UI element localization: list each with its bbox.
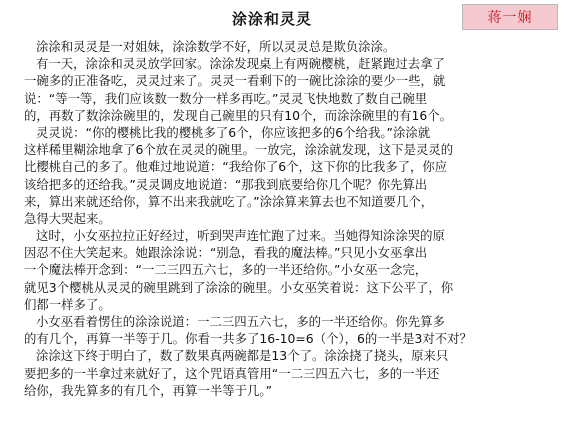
- story-line: 比樱桃自己的多了。他难过地说道：“我给你了6个，这下你的比我多了，你应: [24, 159, 448, 175]
- story-line: 就见3个樱桃从灵灵的碗里跳到了涂涂的碗里。小女巫笑着说：这下公平了，你: [24, 279, 454, 295]
- story-line: 这时，小女巫拉拉正好经过，听到哭声连忙跑了过来。当她得知涂涂哭的原: [36, 228, 445, 244]
- author-name: 蒋一娴: [487, 10, 533, 26]
- document-title: 涂涂和灵灵: [232, 10, 313, 28]
- document-header: [0, 0, 572, 34]
- story-line: 的，再数了数涂涂碗里的，发现自己碗里的只有10个，而涂涂碗里的有16个。: [24, 107, 453, 123]
- story-line: 说：“等一等，我们应该数一数分一样多再吃。”灵灵飞快地数了数自己碗里: [24, 90, 428, 106]
- story-line: 该给把多的还给我。”灵灵调皮地说道：“那我到底要给你几个呢？你先算出: [24, 176, 428, 192]
- story-line: 涂涂这下终于明白了，数了数果真两碗都是13个了。涂涂挠了挠头，原来只: [36, 348, 449, 364]
- story-line: 的有几个，再算一半等于几。你看一共多了16-10=6（个），6的一半是3对不对？: [24, 331, 472, 347]
- story-line: 急得大哭起来。: [24, 210, 111, 226]
- story-line: 一碗多的正准备吃，灵灵过来了。灵灵一看剩下的一碗比涂涂的要少一些，就: [24, 73, 446, 89]
- story-line: 小女巫看着愣住的涂涂说道：一二三四五六七，多的一半还给你。你先算多: [36, 314, 445, 329]
- story-line: 一个魔法棒开念到：“一二三四五六七，多的一半还给你。”小女巫一念完，: [24, 262, 428, 278]
- story-line: 这样稀里糊涂地拿了6个放在灵灵的碗里。一放完，涂涂就发现，这下是灵灵的: [24, 142, 454, 158]
- story-line: 来，算出来就还给你，算不出来我就吃了。”涂涂算来算去也不知道要几个，: [24, 193, 434, 209]
- story-line: 给你，我先算多的有几个，再算一半等于几。”: [24, 382, 273, 398]
- story-line: 有一天，涂涂和灵灵放学回家。涂涂发现桌上有两碗樱桃，赶紧跑过去拿了: [36, 56, 445, 72]
- story-line: 涂涂和灵灵是一对姐妹，涂涂数学不好，所以灵灵总是欺负涂涂。: [36, 39, 396, 54]
- story-line: 灵灵说：“你的樱桃比我的樱桃多了6个，你应该把多的6个给我。”涂涂就: [36, 124, 431, 140]
- author-badge: [462, 4, 558, 30]
- story-body: [24, 38, 554, 399]
- story-line: 因忍不住大笑起来。她跟涂涂说：“别急，看我的魔法棒。”只见小女巫拿出: [24, 245, 428, 261]
- story-line: 要把多的一半拿过来就好了，这个咒语真管用“一二三四五六七，多的一半还: [24, 365, 440, 381]
- story-line: 们都一样多了。: [24, 296, 111, 312]
